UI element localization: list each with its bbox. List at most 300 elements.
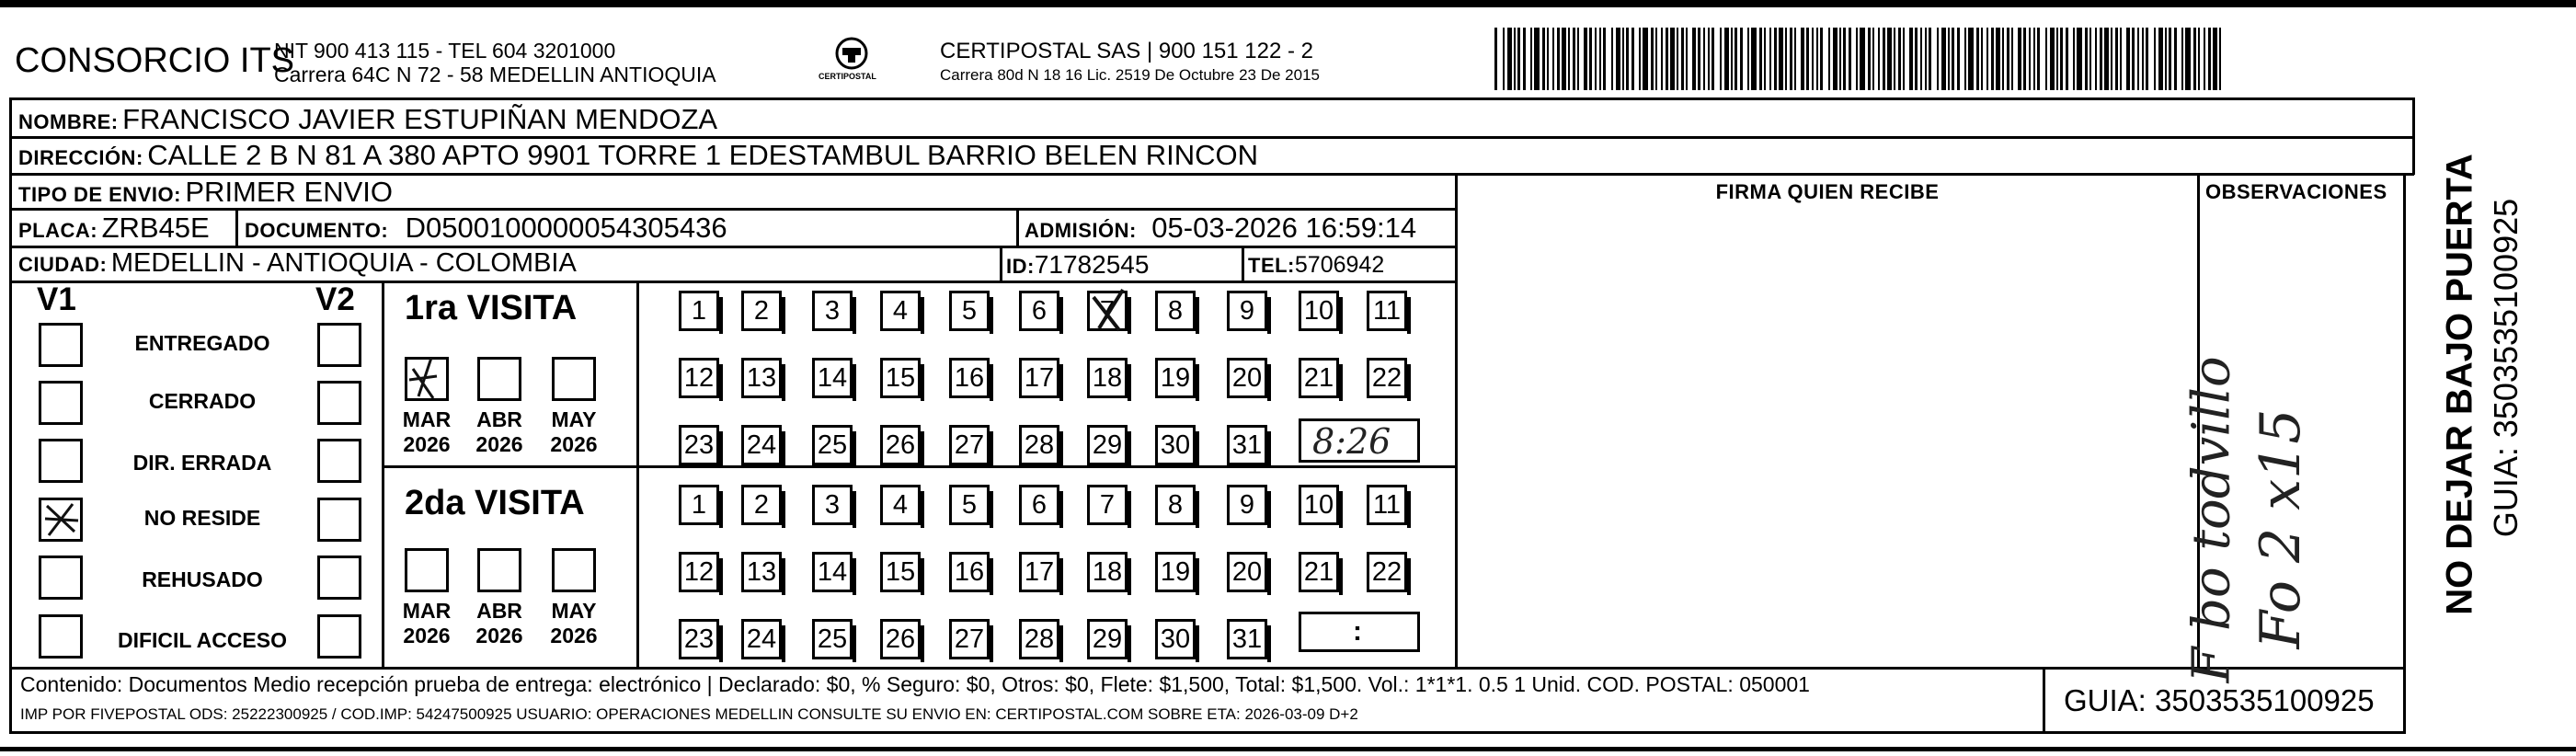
second-month-may: MAY 2026: [550, 599, 598, 647]
second-visit-day-28[interactable]: 28: [1019, 619, 1059, 659]
v1-check-rehusado[interactable]: [39, 556, 83, 600]
tipo-row: [18, 176, 393, 209]
barcode-bar: [1708, 28, 1710, 90]
first-month-abr-check[interactable]: [477, 357, 521, 401]
second-visit-day-5[interactable]: 5: [949, 485, 990, 525]
row-line-6: [9, 667, 2406, 670]
documento-row: [245, 212, 727, 245]
frame-bottom: [9, 731, 2406, 734]
first-visit-time-box[interactable]: [1299, 418, 1420, 463]
first-visit-day-28[interactable]: 28: [1019, 425, 1059, 465]
ciudad-value: MEDELLIN - ANTIOQUIA - COLOMBIA: [110, 248, 577, 278]
barcode-bar: [1626, 28, 1629, 90]
barcode-bar: [1670, 28, 1675, 90]
barcode-bar: [1828, 28, 1830, 90]
first-visit-day-20[interactable]: 20: [1227, 358, 1267, 398]
barcode-bar: [1785, 28, 1787, 90]
footer-line-2: IMP POR FIVEPOSTAL ODS: 25222300925 / COD.IMP: 54247500925 USUARIO: OPERACIONES MEDELLIN CONSULTE SU ENVIO EN: CERTIPOSTAL.COM SOBRE ETA: 2026-03-09 D+2: [20, 705, 1358, 723]
barcode-bar: [1661, 28, 1663, 90]
ciudad-row: [18, 248, 577, 279]
visit-split-line: [382, 465, 1456, 468]
first-month-mar: MAR 2026: [402, 407, 452, 456]
barcode-bar: [1622, 28, 1624, 90]
first-visit-time: 8:26: [1312, 421, 1391, 462]
barcode-bar: [1812, 28, 1814, 90]
documento-label: DOCUMENTO:: [245, 219, 389, 242]
barcode-bar: [1898, 28, 1901, 90]
v2-check-cerrado[interactable]: [317, 381, 361, 425]
barcode-bar: [1631, 28, 1634, 90]
first-visit-day-26[interactable]: 26: [880, 425, 921, 465]
first-visit-day-5[interactable]: 5: [949, 291, 990, 331]
direccion-row: [18, 139, 1258, 172]
tipo-label: TIPO DE ENVIO:: [18, 183, 181, 206]
barcode-bar: [2146, 28, 2148, 90]
barcode-bar: [1724, 28, 1729, 90]
admision-row: [1025, 212, 1416, 245]
status-no-reside: NO RESIDE: [143, 506, 261, 530]
address-line: Carrera 64C N 72 - 58 MEDELLIN ANTIOQUIA: [274, 63, 716, 86]
barcode-bar: [2165, 28, 2167, 90]
first-visit-day-23[interactable]: 23: [679, 425, 719, 465]
tel-divider: [1242, 246, 1244, 281]
v1-check-dificil-acceso[interactable]: [39, 614, 83, 659]
barcode-bar: [2111, 28, 2112, 90]
second-visit-day-8[interactable]: 8: [1155, 485, 1196, 525]
v1-check-entregado[interactable]: [39, 323, 83, 367]
firma-area[interactable]: [1459, 208, 2196, 666]
barcode-bar: [2060, 28, 2063, 90]
handwritten-note-2: Fo 2 x15: [2249, 408, 2313, 649]
barcode-bar: [2033, 28, 2035, 90]
barcode-bar: [2154, 28, 2156, 90]
barcode-bar: [1577, 28, 1579, 90]
barcode-bar: [1794, 28, 1796, 90]
barcode-bar: [2066, 28, 2068, 90]
barcode-bar: [2120, 28, 2122, 90]
handwritten-note-1: F bo todvillo: [2181, 356, 2242, 683]
second-visit-day-2[interactable]: 2: [741, 485, 782, 525]
barcode-bar: [1801, 28, 1804, 90]
first-visit-day-16[interactable]: 16: [949, 358, 990, 398]
footer-divider: [2043, 667, 2045, 733]
barcode-bar: [1833, 28, 1838, 90]
barcode-bar: [2174, 28, 2177, 90]
admision-divider: [1016, 208, 1019, 246]
barcode-bar: [1552, 28, 1554, 90]
status-entregado: ENTREGADO: [134, 331, 270, 355]
v1-check-no-reside[interactable]: [39, 498, 83, 542]
second-visit-day-9[interactable]: 9: [1227, 485, 1267, 525]
barcode-bar: [1816, 28, 1818, 90]
frame-top: [9, 97, 2415, 100]
x-mark-icon: [1081, 282, 1136, 338]
first-visit-title: 1ra VISITA: [405, 289, 578, 327]
x-mark-icon: [41, 500, 82, 541]
first-visit-day-6[interactable]: 6: [1019, 291, 1059, 331]
barcode-bar: [2095, 28, 2097, 90]
barcode-bar: [1872, 28, 1874, 90]
side-no-dejar: NO DEJAR BAJO PUERTA: [2439, 154, 2480, 615]
barcode-bar: [1894, 28, 1895, 90]
bottom-border: [0, 747, 2576, 751]
barcode-bar: [1703, 28, 1705, 90]
barcode-bar: [1692, 28, 1696, 90]
visit-divider-1: [636, 281, 639, 465]
v2-check-rehusado[interactable]: [317, 556, 361, 600]
barcode-bar: [1839, 28, 1841, 90]
first-month-may: MAY 2026: [550, 407, 598, 456]
v2-check-dificil-acceso[interactable]: [317, 614, 361, 659]
barcode-bar: [2029, 28, 2031, 90]
barcode-bar: [2181, 28, 2183, 90]
barcode-bar: [1651, 28, 1654, 90]
placa-divider: [235, 208, 238, 246]
barcode-bar: [1573, 28, 1575, 90]
nit-line: NIT 900 413 115 - TEL 604 3201000: [274, 39, 616, 63]
barcode-bar: [1868, 28, 1871, 90]
barcode-bar: [1820, 28, 1823, 90]
barcode-bar: [2158, 28, 2163, 90]
firma-label: FIRMA QUIEN RECIBE: [1715, 180, 1940, 203]
barcode-bar: [1534, 28, 1540, 90]
tel-row: [1248, 252, 1384, 279]
visit-divider-2: [636, 465, 639, 668]
second-visit-day-10[interactable]: 10: [1299, 485, 1339, 525]
barcode: [1494, 28, 2226, 90]
barcode-bar: [1996, 28, 2000, 90]
v2-check-dir-errada[interactable]: [317, 439, 361, 483]
barcode-bar: [1937, 28, 1939, 90]
first-visit-day-12[interactable]: 12: [679, 358, 719, 398]
tipo-value: PRIMER ENVIO: [185, 176, 394, 208]
barcode-bar: [1806, 28, 1809, 90]
direccion-value: CALLE 2 B N 81 A 380 APTO 9901 TORRE 1 EDESTAMBUL BARRIO BELEN RINCON: [147, 139, 1259, 171]
v1-label: V1: [37, 281, 76, 317]
barcode-bar: [1903, 28, 1905, 90]
barcode-bar: [2085, 28, 2088, 90]
barcode-bar: [1929, 28, 1931, 90]
second-visit-day-15[interactable]: 15: [880, 552, 921, 592]
second-visit-day-27[interactable]: 27: [949, 619, 990, 659]
second-month-may-check[interactable]: [552, 548, 596, 592]
barcode-bar: [1909, 28, 1913, 90]
barcode-bar: [1494, 28, 1497, 90]
barcode-bar: [1712, 28, 1714, 90]
barcode-bar: [1976, 28, 1979, 90]
id-value: 71782545: [1034, 250, 1150, 279]
barcode-bar: [2037, 28, 2040, 90]
barcode-bar: [2104, 28, 2109, 90]
barcode-bar: [2169, 28, 2171, 90]
barcode-bar: [1735, 28, 1737, 90]
second-visit-day-7[interactable]: 7: [1087, 485, 1128, 525]
v2-check-entregado[interactable]: [317, 323, 361, 367]
second-visit-day-19[interactable]: 19: [1155, 552, 1196, 592]
barcode-bar: [1568, 28, 1570, 90]
barcode-bar: [1769, 28, 1771, 90]
barcode-bar: [1981, 28, 1983, 90]
placa-value: ZRB45E: [101, 212, 210, 244]
first-visit-day-3[interactable]: 3: [812, 291, 853, 331]
row-line-5: [9, 281, 1458, 283]
second-visit-day-23[interactable]: 23: [679, 619, 719, 659]
company-name: CONSORCIO ITS: [15, 41, 295, 80]
certipostal-line2: Carrera 80d N 18 16 Lic. 2519 De Octubre 23 De 2015: [940, 66, 1320, 84]
barcode-bar: [2142, 28, 2144, 90]
barcode-bar: [2132, 28, 2135, 90]
certipostal-logo: [806, 35, 898, 88]
barcode-bar: [2100, 28, 2102, 90]
barcode-bar: [1952, 28, 1954, 90]
barcode-bar: [2045, 28, 2047, 90]
second-visit-day-11[interactable]: 11: [1367, 485, 1407, 525]
nombre-label: NOMBRE:: [18, 110, 119, 133]
tel-value: 5706942: [1294, 252, 1385, 278]
top-border: [0, 0, 2576, 7]
barcode-bar: [2089, 28, 2091, 90]
second-visit-day-17[interactable]: 17: [1019, 552, 1059, 592]
second-visit-day-24[interactable]: 24: [741, 619, 782, 659]
second-visit-day-26[interactable]: 26: [880, 619, 921, 659]
first-visit-day-13[interactable]: 13: [741, 358, 782, 398]
second-visit-day-21[interactable]: 21: [1299, 552, 1339, 592]
barcode-bar: [1920, 28, 1922, 90]
barcode-bar: [1915, 28, 1918, 90]
barcode-bar: [1779, 28, 1783, 90]
first-month-mar-check[interactable]: [405, 357, 449, 401]
barcode-bar: [1639, 28, 1641, 90]
barcode-bar: [2011, 28, 2013, 90]
second-visit-day-25[interactable]: 25: [812, 619, 853, 659]
barcode-bar: [1843, 28, 1846, 90]
first-visit-day-24[interactable]: 24: [741, 425, 782, 465]
second-visit-day-16[interactable]: 16: [949, 552, 990, 592]
barcode-bar: [1643, 28, 1648, 90]
barcode-bar: [1790, 28, 1792, 90]
first-visit-day-14[interactable]: 14: [812, 358, 853, 398]
first-visit-day-25[interactable]: 25: [812, 425, 853, 465]
tel-label: TEL:: [1248, 254, 1295, 277]
second-month-abr: ABR 2026: [475, 599, 523, 647]
status-rehusado: REHUSADO: [142, 567, 263, 591]
barcode-bar: [2002, 28, 2004, 90]
barcode-bar: [1507, 28, 1512, 90]
barcode-bar: [1740, 28, 1743, 90]
barcode-bar: [1698, 28, 1700, 90]
barcode-bar: [2073, 28, 2075, 90]
id-divider: [1000, 246, 1002, 281]
second-month-mar: MAR 2026: [402, 599, 452, 647]
barcode-bar: [1530, 28, 1532, 90]
barcode-bar: [1523, 28, 1526, 90]
v1-check-cerrado[interactable]: [39, 381, 83, 425]
barcode-bar: [2018, 28, 2021, 90]
v1-check-dir-errada[interactable]: [39, 439, 83, 483]
barcode-bar: [2213, 28, 2217, 90]
barcode-bar: [1514, 28, 1516, 90]
nombre-row: [18, 103, 717, 136]
barcode-bar: [1925, 28, 1927, 90]
barcode-bar: [1991, 28, 1994, 90]
first-visit-day-1[interactable]: 1: [679, 291, 719, 331]
barcode-bar: [2007, 28, 2009, 90]
barcode-bar: [2126, 28, 2130, 90]
barcode-bar: [2115, 28, 2118, 90]
barcode-bar: [1503, 28, 1505, 90]
second-visit-day-3[interactable]: 3: [812, 485, 853, 525]
second-visit-day-31[interactable]: 31: [1227, 619, 1267, 659]
barcode-bar: [1686, 28, 1688, 90]
barcode-bar: [1584, 28, 1587, 90]
second-visit-day-29[interactable]: 29: [1087, 619, 1128, 659]
barcode-bar: [2219, 28, 2221, 90]
barcode-bar: [1542, 28, 1545, 90]
barcode-bar: [2193, 28, 2196, 90]
barcode-bar: [1941, 28, 1946, 90]
observaciones-label: OBSERVACIONES: [2205, 180, 2387, 203]
first-visit-day-22[interactable]: 22: [1367, 358, 1407, 398]
x-mark-icon: [404, 352, 450, 402]
barcode-bar: [1599, 28, 1601, 90]
barcode-bar: [1964, 28, 1966, 90]
second-visit-day-12[interactable]: 12: [679, 552, 719, 592]
first-visit-day-29[interactable]: 29: [1087, 425, 1128, 465]
barcode-bar: [1849, 28, 1851, 90]
first-month-may-check[interactable]: [552, 357, 596, 401]
side-guia: GUIA: 3503535100925: [2487, 198, 2524, 538]
placa-label: PLACA:: [18, 219, 98, 242]
admision-label: ADMISIÓN:: [1025, 219, 1137, 242]
barcode-bar: [1747, 28, 1749, 90]
first-visit-day-18[interactable]: 18: [1087, 358, 1128, 398]
certipostal-line1: CERTIPOSTAL SAS | 900 151 122 - 2: [940, 39, 1313, 63]
barcode-bar: [2204, 28, 2205, 90]
barcode-bar: [1751, 28, 1757, 90]
col-divider-firma: [1455, 173, 1458, 668]
placa-row: [18, 212, 210, 245]
first-visit-day-31[interactable]: 31: [1227, 425, 1267, 465]
barcode-bar: [2137, 28, 2139, 90]
status-cerrado: CERRADO: [148, 389, 257, 413]
first-visit-day-2[interactable]: 2: [741, 291, 782, 331]
first-visit-day-17[interactable]: 17: [1019, 358, 1059, 398]
first-visit-day-10[interactable]: 10: [1299, 291, 1339, 331]
barcode-bar: [1562, 28, 1566, 90]
first-visit-day-27[interactable]: 27: [949, 425, 990, 465]
first-visit-day-15[interactable]: 15: [880, 358, 921, 398]
admision-value: 05-03-2026 16:59:14: [1151, 212, 1417, 244]
first-visit-day-9[interactable]: 9: [1227, 291, 1267, 331]
first-visit-day-7[interactable]: 7: [1087, 291, 1128, 331]
id-row: [1006, 250, 1149, 280]
barcode-bar: [1589, 28, 1592, 90]
barcode-bar: [1957, 28, 1960, 90]
second-month-mar-check[interactable]: [405, 548, 449, 592]
first-visit-day-4[interactable]: 4: [880, 291, 921, 331]
first-visit-day-30[interactable]: 30: [1155, 425, 1196, 465]
second-visit-day-20[interactable]: 20: [1227, 552, 1267, 592]
second-visit-day-1[interactable]: 1: [679, 485, 719, 525]
second-visit-day-4[interactable]: 4: [880, 485, 921, 525]
barcode-bar: [1547, 28, 1549, 90]
second-visit-day-14[interactable]: 14: [812, 552, 853, 592]
barcode-bar: [1681, 28, 1684, 90]
second-month-abr-check[interactable]: [477, 548, 521, 592]
first-month-abr: ABR 2026: [475, 407, 523, 456]
first-visit-day-8[interactable]: 8: [1155, 291, 1196, 331]
frame-right: [2403, 175, 2406, 734]
second-visit-title: 2da VISITA: [405, 484, 585, 522]
footer-guia: GUIA: 3503535100925: [2064, 683, 2375, 717]
first-visit-day-19[interactable]: 19: [1155, 358, 1196, 398]
first-visit-day-21[interactable]: 21: [1299, 358, 1339, 398]
status-divider: [382, 281, 384, 669]
frame-left: [9, 97, 12, 734]
barcode-bar: [2023, 28, 2026, 90]
v2-label: V2: [315, 281, 355, 317]
barcode-bar: [2198, 28, 2200, 90]
barcode-bar: [1616, 28, 1620, 90]
second-visit-time-box[interactable]: [1299, 612, 1420, 652]
barcode-bar: [2050, 28, 2055, 90]
barcode-bar: [1860, 28, 1865, 90]
barcode-bar: [2077, 28, 2082, 90]
status-dificil-acceso: DIFICIL ACCESO: [117, 628, 287, 652]
second-visit-day-6[interactable]: 6: [1019, 485, 1059, 525]
barcode-bar: [1887, 28, 1892, 90]
barcode-bar: [1603, 28, 1606, 90]
direccion-label: DIRECCIÓN:: [18, 146, 143, 169]
status-dir-errada: DIR. ERRADA: [132, 451, 272, 475]
barcode-bar: [1517, 28, 1520, 90]
barcode-bar: [1764, 28, 1766, 90]
barcode-bar: [1557, 28, 1560, 90]
barcode-bar: [1720, 28, 1722, 90]
barcode-bar: [2185, 28, 2191, 90]
nombre-value: FRANCISCO JAVIER ESTUPIÑAN MENDOZA: [122, 103, 718, 135]
footer-line-1: Contenido: Documentos Medio recepción prueba de entrega: electrónico | Declarado: $0, % Seguro: $0, Otros: $0, Flete: $1,500, Total: $1,500. Vol.: 1*1*1. 0.5 1 Unid. COD. POSTAL: 050001: [20, 672, 1810, 696]
ciudad-label: CIUDAD:: [18, 253, 108, 276]
barcode-bar: [2056, 28, 2058, 90]
barcode-bar: [1878, 28, 1880, 90]
barcode-bar: [1666, 28, 1668, 90]
documento-value: D0500100000054305436: [405, 212, 727, 244]
barcode-bar: [1883, 28, 1885, 90]
barcode-bar: [1759, 28, 1762, 90]
barcode-bar: [1731, 28, 1733, 90]
barcode-bar: [1595, 28, 1597, 90]
barcode-bar: [1856, 28, 1858, 90]
second-visit-day-18[interactable]: 18: [1087, 552, 1128, 592]
second-visit-time-placeholder: :: [1353, 616, 1362, 647]
first-visit-day-11[interactable]: 11: [1367, 291, 1407, 331]
barcode-bar: [1948, 28, 1950, 90]
second-visit-day-22[interactable]: 22: [1367, 552, 1407, 592]
barcode-bar: [1968, 28, 1974, 90]
second-visit-day-30[interactable]: 30: [1155, 619, 1196, 659]
logo-caption: CERTIPOSTAL: [819, 72, 876, 81]
barcode-bar: [1655, 28, 1657, 90]
second-visit-day-13[interactable]: 13: [741, 552, 782, 592]
barcode-bar: [1774, 28, 1777, 90]
barcode-bar: [2208, 28, 2211, 90]
barcode-bar: [1611, 28, 1613, 90]
barcode-bar: [1986, 28, 1988, 90]
id-label: ID:: [1006, 255, 1035, 278]
v2-check-no-reside[interactable]: [317, 498, 361, 542]
barcode-bar: [1677, 28, 1678, 90]
